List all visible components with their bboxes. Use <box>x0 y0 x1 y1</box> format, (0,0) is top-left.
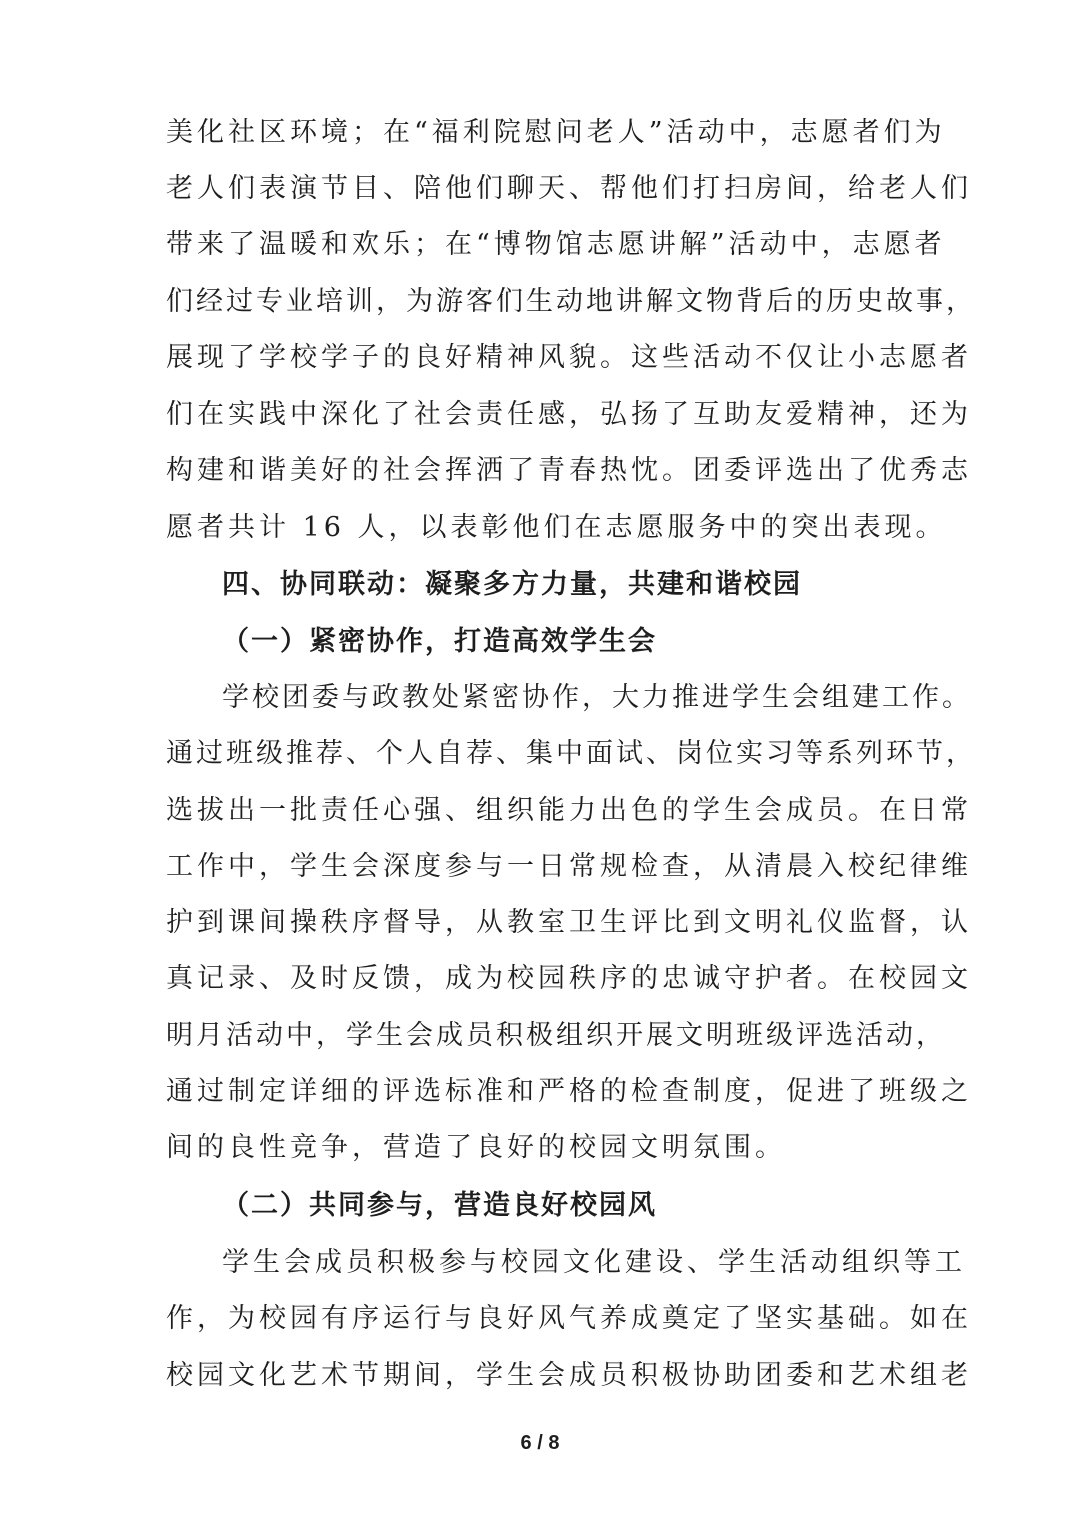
subsection-heading: （二）共同参与，营造良好校园风 <box>222 1190 657 1221</box>
paragraph-line: 美化社区环境；在“福利院慰问老人”活动中，志愿者们为 <box>166 117 946 148</box>
paragraph-line: 们在实践中深化了社会责任感，弘扬了互助友爱精神，还为 <box>166 399 972 430</box>
paragraph-line: 学生会成员积极参与校园文化建设、学生活动组织等工 <box>222 1247 966 1278</box>
paragraph-line: 护到课间操秩序督导，从教室卫生评比到文明礼仪监督，认 <box>166 907 972 938</box>
paragraph-line: 展现了学校学子的良好精神风貌。这些活动不仅让小志愿者 <box>166 342 972 373</box>
paragraph-line: 老人们表演节目、陪他们聊天、帮他们打扫房间，给老人们 <box>166 173 972 204</box>
paragraph-line: 选拔出一批责任心强、组织能力出色的学生会成员。在日常 <box>166 795 972 826</box>
paragraph-line: 校园文化艺术节期间，学生会成员积极协助团委和艺术组老 <box>166 1360 972 1391</box>
paragraph-line: 真记录、及时反馈，成为校园秩序的忠诚守护者。在校园文 <box>166 963 972 994</box>
paragraph-line: 间的良性竞争，营造了良好的校园文明氛围。 <box>166 1132 786 1163</box>
page-number: 6 / 8 <box>520 1432 560 1454</box>
paragraph-line: 们经过专业培训，为游客们生动地讲解文物背后的历史故事， <box>166 286 976 317</box>
paragraph-line: 通过制定详细的评选标准和严格的检查制度，促进了班级之 <box>166 1076 972 1107</box>
section-heading: 四、协同联动：凝聚多方力量，共建和谐校园 <box>222 569 802 600</box>
paragraph-line: 愿者共计 16 人，以表彰他们在志愿服务中的突出表现。 <box>166 512 947 543</box>
paragraph-line: 作，为校园有序运行与良好风气养成奠定了坚实基础。如在 <box>166 1303 972 1334</box>
paragraph-line: 构建和谐美好的社会挥洒了青春热忱。团委评选出了优秀志 <box>166 455 972 486</box>
paragraph-line: 通过班级推荐、个人自荐、集中面试、岗位实习等系列环节， <box>166 738 976 769</box>
paragraph-line: 工作中，学生会深度参与一日常规检查，从清晨入校纪律维 <box>166 851 972 882</box>
paragraph-line: 明月活动中，学生会成员积极组织开展文明班级评选活动， <box>166 1020 946 1051</box>
paragraph-line: 学校团委与政教处紧密协作，大力推进学生会组建工作。 <box>222 682 972 713</box>
subsection-heading: （一）紧密协作，打造高效学生会 <box>222 626 657 657</box>
paragraph-line: 带来了温暖和欢乐；在“博物馆志愿讲解”活动中，志愿者 <box>166 229 946 260</box>
